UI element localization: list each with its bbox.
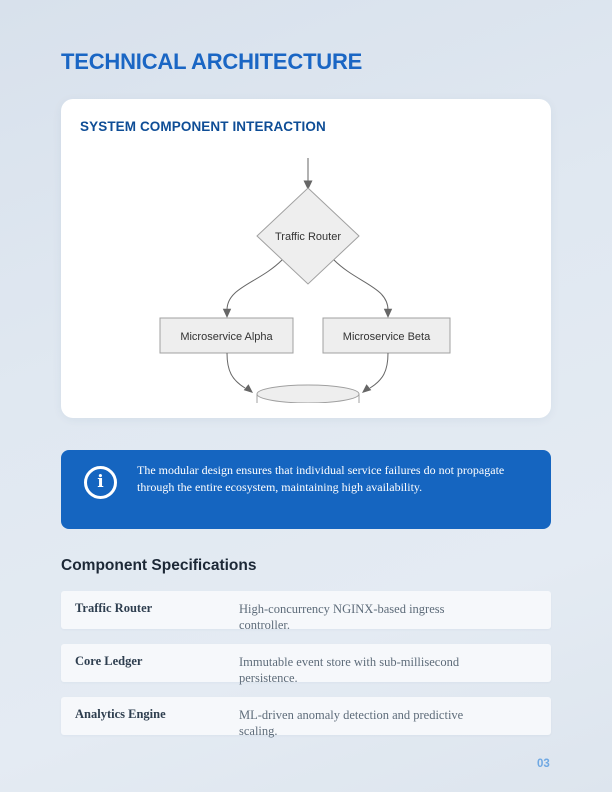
info-callout — [61, 450, 551, 529]
edge-decision-to-beta — [334, 260, 392, 318]
spec-description: ML-driven anomaly detection and predictive scaling. — [239, 708, 464, 738]
info-icon: i — [84, 466, 117, 499]
flow-diagram — [61, 150, 551, 403]
service-node-alpha-label: Microservice Alpha — [180, 331, 273, 343]
flowchart-svg — [61, 150, 551, 403]
edge-decision-to-alpha — [223, 260, 282, 318]
spec-label: Core Ledger — [75, 654, 143, 668]
specs-section-heading: Component Specifications — [61, 557, 257, 574]
spec-row-analytics-engine — [61, 697, 551, 738]
service-node-beta-label: Microservice Beta — [342, 331, 431, 343]
spec-row-traffic-router — [61, 591, 551, 632]
service-node-alpha — [160, 318, 293, 353]
diagram-card-heading: SYSTEM COMPONENT INTERACTION — [80, 119, 326, 134]
spec-description: Immutable event store with sub-millisecond persistence. — [239, 655, 460, 685]
spec-label: Traffic Router — [75, 601, 153, 615]
page-title: TECHNICAL ARCHITECTURE — [61, 49, 363, 74]
edge-alpha-to-datastore — [227, 353, 253, 393]
entry-arrow — [304, 158, 313, 190]
service-node-beta — [323, 318, 450, 353]
decision-node-label: Traffic Router — [274, 231, 342, 243]
callout-text: The modular design ensures that individual service failures do not propagate through the entire ecosystem, maintaining high availability. — [137, 463, 505, 494]
spec-row-core-ledger — [61, 644, 551, 685]
spec-label: Analytics Engine — [75, 707, 166, 721]
spec-description: High-concurrency NGINX-based ingress controller. — [239, 602, 445, 632]
edge-beta-to-datastore — [362, 353, 388, 393]
decision-node — [257, 188, 359, 284]
database-node — [257, 385, 359, 403]
diagram-card — [61, 99, 551, 418]
page-number: 03 — [537, 758, 550, 770]
